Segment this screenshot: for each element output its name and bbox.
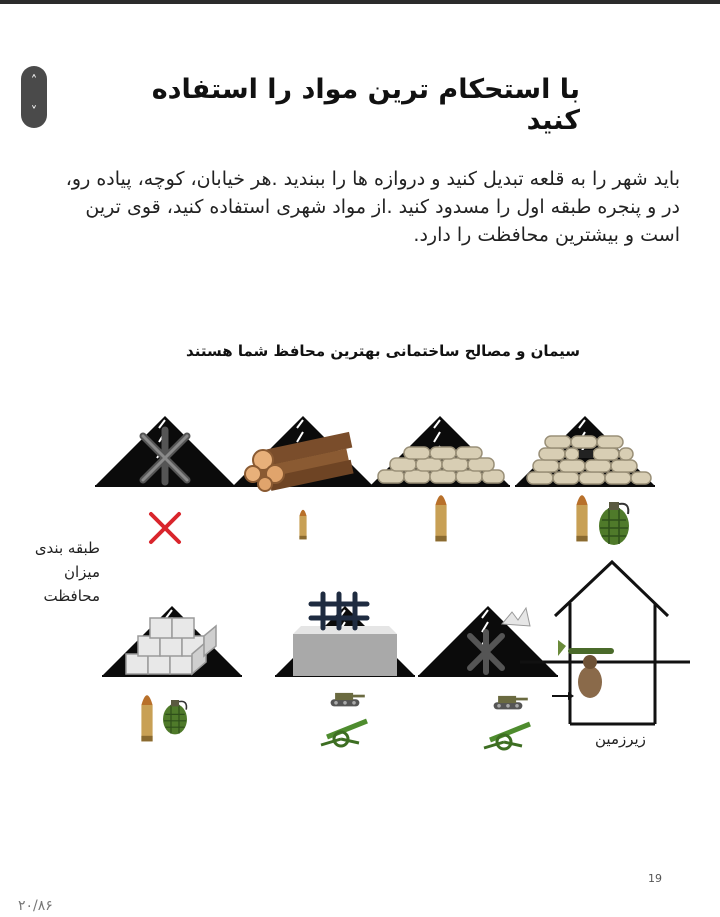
- side-label-line: طبقه بندی: [34, 539, 100, 557]
- bullet-icon: [141, 695, 152, 741]
- street-concrete-building: [275, 594, 415, 676]
- street-sandbags-bunker: [515, 416, 655, 486]
- soldier-icon: [558, 640, 614, 698]
- tank-icon: [331, 693, 365, 707]
- bullet-icon: [299, 510, 306, 540]
- house-basement-shelter: [520, 562, 690, 724]
- chevron-up-icon[interactable]: ˄: [30, 74, 38, 89]
- street-hedgehog-ruins: [418, 606, 558, 676]
- cannon-icon: [321, 721, 367, 746]
- street-logs: [233, 416, 373, 491]
- basement-label: زیرزمین: [595, 730, 646, 748]
- no-protection-cross-icon: [151, 514, 179, 542]
- bullet-icon: [435, 495, 446, 541]
- side-label-line: میزان: [63, 563, 100, 581]
- page-counter: ۲۰/۸۶: [18, 898, 53, 914]
- street-concrete-blocks: [102, 606, 242, 676]
- tank-icon: [494, 696, 528, 710]
- grenade-icon: [599, 502, 629, 545]
- chevron-down-icon[interactable]: ˅: [30, 105, 38, 120]
- page-number: 19: [648, 872, 662, 885]
- page-title: با استحکام ترین مواد را استفاده کنید: [151, 74, 580, 136]
- intro-paragraph: باید شهر را به قلعه تبدیل کنید و دروازه ها را ببندید .هر خیابان، کوچه، پیاده رو، در و پنجره طبقه اول را مسدود کنید .از مواد شهری استفاده کنید، قوی ترین است و بیشترین محافظت را دارد.: [65, 168, 680, 246]
- side-label-line: محافظت: [43, 587, 100, 605]
- bullet-icon: [576, 495, 587, 541]
- grenade-icon: [163, 700, 187, 734]
- street-czech-hedgehog: [95, 416, 235, 486]
- street-sandbags-low: [370, 416, 510, 486]
- illustration-subtitle: سیمان و مصالح ساختمانی بهترین محافظ شما هستند: [186, 342, 580, 360]
- cannon-icon: [484, 724, 530, 749]
